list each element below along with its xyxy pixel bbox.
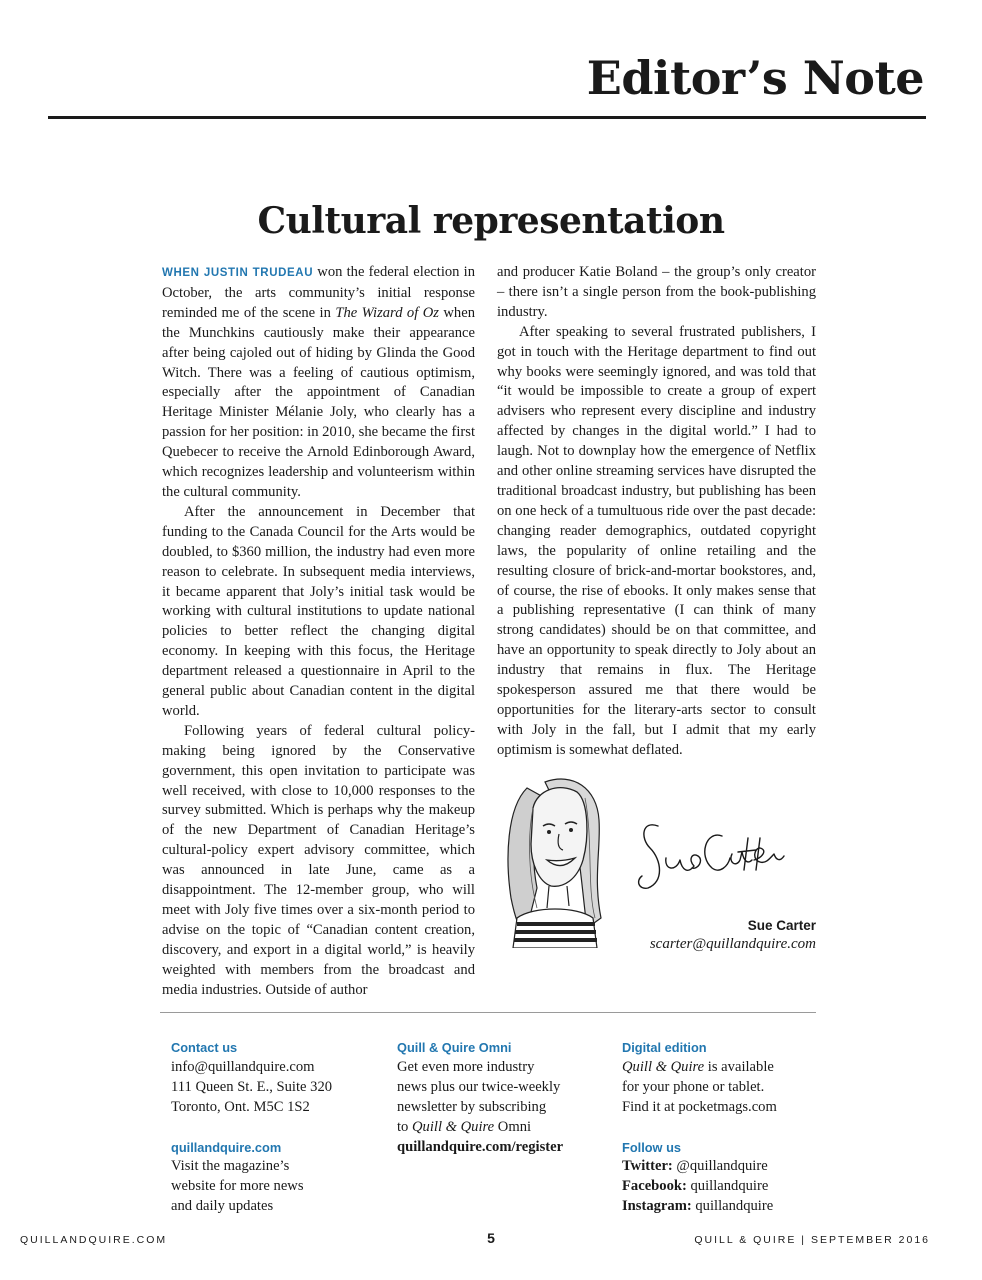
digital-heading: Digital edition <box>622 1040 707 1055</box>
instagram-label: Instagram: <box>622 1198 692 1215</box>
twitter-link[interactable] <box>622 1157 832 1177</box>
omni-line-1: Get even more industry <box>397 1058 535 1075</box>
omni-to: to <box>397 1118 412 1135</box>
author-name: Sue Carter <box>747 918 816 933</box>
omni-heading: Quill & Quire Omni <box>397 1040 512 1055</box>
contact-address-street: 111 Queen St. E., Suite 320 <box>171 1078 333 1095</box>
website-heading-link[interactable]: quillandquire.com <box>171 1139 282 1155</box>
author-signature <box>636 808 816 898</box>
twitter-handle[interactable]: @quillandquire <box>672 1158 768 1175</box>
p1-start: won the federal election in October, the arts community’s initial response reminded me of the scene in <box>162 264 476 321</box>
p1-end: when the Munchkins cautiously make their appearance after being cajoled out of hiding by Glinda the Good Witch. There was a feeling of cautious optimism, especially after the appointment of Canadian Heritage Minister Mélanie Joly, who clearly has a passion for her position: in 2010, she became the first Quebecer to receive the Arnold Edinborough Award, which recognizes leadership and volunteerism within the cultural community. <box>162 304 476 500</box>
author-email-link[interactable]: scarter@quillandquire.com <box>649 936 816 952</box>
website-line-2: website for more news <box>171 1178 304 1195</box>
header-rule <box>48 116 926 119</box>
contact-address-city: Toronto, Ont. M5C 1S2 <box>171 1098 310 1115</box>
info-column-contact <box>171 1038 381 1217</box>
author-portrait-illustration <box>497 768 607 948</box>
spacer <box>622 1118 832 1138</box>
omni-line-2: news plus our twice-weekly <box>397 1078 561 1095</box>
omni-line-3: newsletter by subscribing <box>397 1098 547 1115</box>
website-line-3: and daily updates <box>171 1198 274 1215</box>
omni-line-4 <box>397 1118 607 1138</box>
contact-heading: Contact us <box>171 1040 238 1055</box>
facebook-label: Facebook: <box>622 1178 687 1195</box>
facebook-link[interactable] <box>622 1177 832 1197</box>
digital-line-2: for your phone or tablet. <box>622 1078 765 1095</box>
twitter-label: Twitter: <box>622 1158 673 1175</box>
footer-issue: QUILL & QUIRE | SEPTEMBER 2016 <box>694 1234 930 1246</box>
info-divider <box>160 1012 816 1013</box>
website-line-1: Visit the magazine’s <box>171 1158 290 1175</box>
digital-magazine-title: Quill & Quire <box>622 1058 705 1075</box>
digital-line-1-end: is available <box>704 1058 774 1075</box>
omni-to-end: Omni <box>494 1118 532 1135</box>
follow-heading: Follow us <box>622 1139 682 1155</box>
lead-in: WHEN JUSTIN TRUDEAU <box>162 267 314 279</box>
spacer <box>171 1118 381 1138</box>
article-paragraph-5: After speaking to several frustrated publishers, I got in touch with the Heritage department to find out why books were seemingly ignored, and was told that “it would be impossible to create a group of expert advisers who represent every discipline and industry affected by changes in the digital world.” I had to laugh. Not to downplay how the emergence of Netflix and other online streaming services have disrupted the traditional broadcast industry, but publishing has been on one heck of a tumultuous ride over the past decade: changing reader demographics, outdated copyright laws, the popularity of online retailing and the resulting closure of brick-and-mortar bookstores, and, of course, the rise of ebooks. It only makes sense that a publishing representative (I can think of many strong candidates) should be on that committee, and have an opportunity to speak directly to Joly about an industry that remains in flux. The Heritage spokesperson assured me that there would be opportunities for the literary-arts sector to consult with Joly in the fall, but I admit that my early optimism is somewhat deflated. <box>497 323 816 758</box>
omni-register-link[interactable] <box>397 1138 607 1158</box>
article-headline: Cultural representation <box>257 200 725 242</box>
omni-register-url[interactable]: quillandquire.com/register <box>397 1138 564 1155</box>
article-paragraph-4: and producer Katie Boland – the group’s only creator – there isn’t a single person from the book-publishing industry. <box>497 264 816 320</box>
footer-site: QUILLANDQUIRE.COM <box>20 1234 168 1246</box>
film-title: The Wizard of Oz <box>335 304 439 321</box>
digital-line-1 <box>622 1058 832 1078</box>
section-title: Editor’s Note <box>586 51 924 105</box>
info-column-omni <box>397 1038 607 1157</box>
digital-line-3: Find it at pocketmags.com <box>622 1098 777 1115</box>
contact-email[interactable]: info@quillandquire.com <box>171 1058 315 1075</box>
info-column-digital <box>622 1038 832 1217</box>
page-number: 5 <box>487 1230 495 1246</box>
instagram-handle[interactable]: quillandquire <box>691 1198 774 1215</box>
article-paragraph-1 <box>162 263 475 503</box>
article-column-right <box>497 263 816 761</box>
article-paragraph-3: Following years of federal cultural policy-making being ignored by the Conservative government, this open invitation to participate was well received, with close to 10,000 responses to the survey submitted. Which is perhaps why the makeup of the new Department of Canadian Heritage’s cultural-policy expert advisory committee, which was announced in late June, came as a disappointment. The 12-member group, who will meet with Joly five times over a six-month period to advise on the topic of “Canadian content creation, discovery, and export in a digital world,” is heavily weighted with members from the broadcast and media industries. Outside of author <box>162 722 475 998</box>
facebook-handle[interactable]: quillandquire <box>686 1178 769 1195</box>
instagram-link[interactable] <box>622 1197 832 1217</box>
article-column-left <box>162 263 475 1001</box>
article-paragraph-2: After the announcement in December that funding to the Canada Council for the Arts would be doubled, to $360 million, the industry had even more reason to celebrate. In subsequent media interviews, it became apparent that Joly’s initial task would be working with cultural institutions to update national policies to better reflect the changing digital economy. In keeping with this focus, the Heritage department released a questionnaire in April to the general public about Canadian content in the digital world. <box>162 503 475 719</box>
omni-magazine-title: Quill & Quire <box>412 1118 495 1135</box>
